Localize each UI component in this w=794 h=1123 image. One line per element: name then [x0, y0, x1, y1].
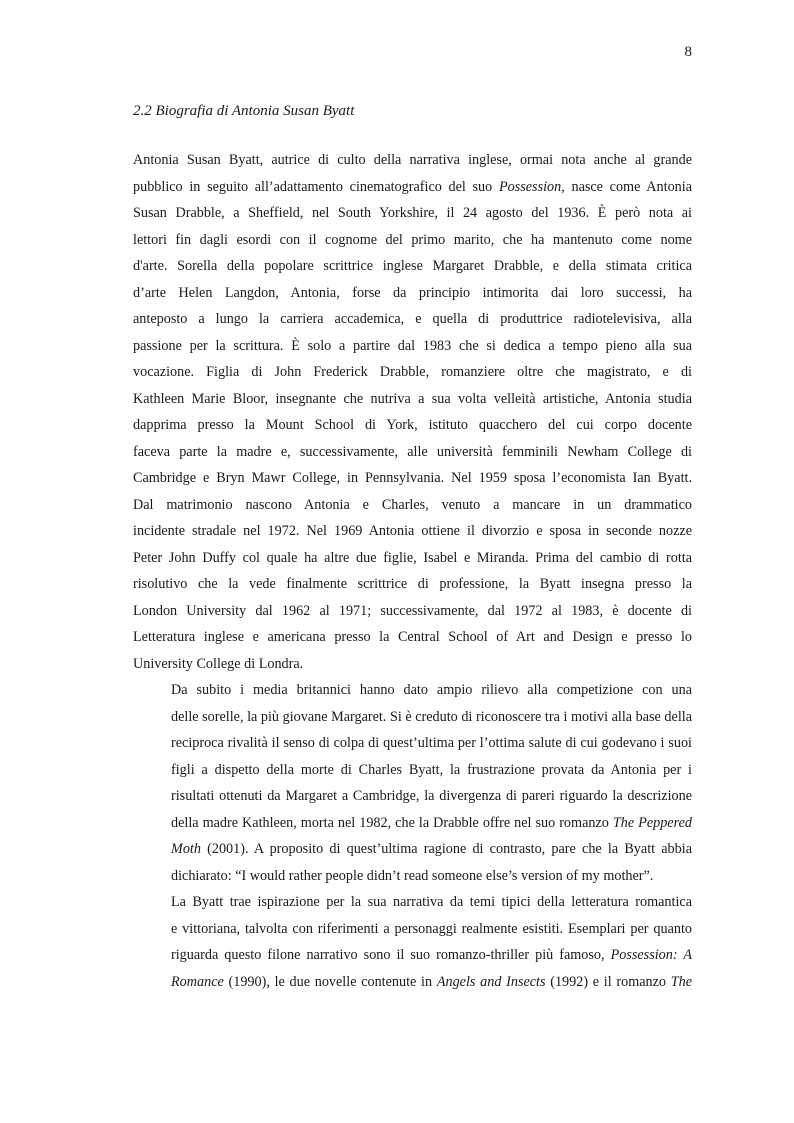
text-line: anteposto a lungo la carriera accademica, e quella di produttrice radiotelevisiva, alla [133, 311, 692, 327]
text-line: London University dal 1962 al 1971; successivamente, dal 1972 al 1983, è docente di [133, 602, 692, 619]
text-line: riguarda questo filone narrativo sono il suo romanzo-thriller più famoso, Possession: A [171, 947, 692, 963]
italic-title: The Peppered [612, 814, 692, 831]
text-line: della madre Kathleen, morta nel 1982, che la Drabble offre nel suo romanzo The Peppered [171, 814, 692, 831]
text-line: Peter John Duffy col quale ha altre due figlie, Isabel e Miranda. Prima del cambio di rotta [133, 549, 692, 566]
section-title: 2.2 Biografia di Antonia Susan Byatt [133, 103, 355, 119]
italic-title: Possession: A [610, 947, 692, 963]
text-line: d’arte Helen Langdon, Antonia, forse da principio intimorita dai loro successi, ha [133, 284, 692, 301]
text-line: dichiarato: “I would rather people didn’t read someone else’s version of my mother”. [171, 867, 654, 884]
text-line: d'arte. Sorella della popolare scrittrice inglese Margaret Drabble, e della stimata critica [133, 258, 692, 274]
text-line: faceva parte la madre e, successivamente, alle università femminili Newham College di [133, 443, 692, 460]
text-line: vocazione. Figlia di John Frederick Drabble, romanziere oltre che magistrato, e di [133, 364, 692, 380]
text-line: incidente stradale nel 1972. Nel 1969 Antonia ottiene il divorzio e sposa in seconde nozze [133, 523, 692, 539]
text-line: Letteratura inglese e americana presso la Central School of Art and Design e presso lo [133, 629, 692, 645]
italic-title: Angels and Insects [436, 973, 546, 990]
text-line: Cambridge e Bryn Mawr College, in Pennsylvania. Nel 1959 sposa l’economista Ian Byatt. [133, 470, 692, 486]
paragraph-1 [133, 147, 692, 677]
text-line: Da subito i media britannici hanno dato ampio rilievo alla competizione con una [171, 682, 692, 698]
text-line: e vittoriana, talvolta con riferimenti a personaggi realmente esistiti. Esemplari per quanto [171, 920, 692, 937]
text-line: Antonia Susan Byatt, autrice di culto della narrativa inglese, ormai nota anche al grande [133, 152, 692, 168]
text-line: risolutivo che la vede finalmente scrittrice di professione, la Byatt insegna presso la [133, 576, 692, 592]
text-line: figli a dispetto della morte di Charles Byatt, la frustrazione provata da Antonia per i [171, 761, 692, 778]
italic-title: The [670, 973, 693, 990]
text-line: Romance (1990), le due novelle contenute in Angels and Insects (1992) e il romanzo The [171, 973, 693, 990]
text-line: risultati ottenuti da Margaret a Cambridge, la divergenza di pareri riguardo la descrizione [171, 788, 692, 804]
text-line: reciproca rivalità il senso di colpa di quest’ultima per l’ottima salute di cui godevano i suoi [171, 735, 692, 751]
italic-title: Romance [171, 973, 224, 990]
italic-title: Possession [498, 178, 562, 195]
text-line: delle sorelle, la più giovane Margaret. Si è creduto di riconoscere tra i motivi alla base della [171, 708, 692, 725]
text-line: passione per la scrittura. È solo a partire dal 1983 che si dedica a tempo pieno alla sua [133, 337, 692, 354]
text-line: Dal matrimonio nascono Antonia e Charles, venuto a mancare in un drammatico [133, 496, 692, 513]
italic-title: Moth [171, 841, 201, 857]
text-line: dapprima presso la Mount School di York, istituto quacchero del cui corpo docente [133, 417, 692, 433]
paragraph-2 [133, 677, 692, 889]
text-line: pubblico in seguito all’adattamento cinematografico del suo Possession, nasce come Antonia [133, 178, 693, 195]
text-line: Kathleen Marie Bloor, insegnante che nutriva a sua volta velleità artistiche, Antonia studia [133, 390, 692, 407]
text-line: Susan Drabble, a Sheffield, nel South Yorkshire, il 24 agosto del 1936. È però nota ai [133, 205, 692, 221]
body-text [133, 147, 692, 995]
text-line: Moth (2001). A proposito di quest’ultima ragione di contrasto, pare che la Byatt abbia [171, 841, 692, 857]
text-line: La Byatt trae ispirazione per la sua narrativa da temi tipici della letteratura romantica [171, 894, 692, 910]
text-line: lettori fin dagli esordi con il cognome del primo marito, che ha mantenuto come nome [133, 231, 692, 248]
paragraph-3 [133, 889, 692, 995]
page-number: 8 [684, 44, 692, 60]
text-line: University College di Londra. [133, 655, 304, 672]
